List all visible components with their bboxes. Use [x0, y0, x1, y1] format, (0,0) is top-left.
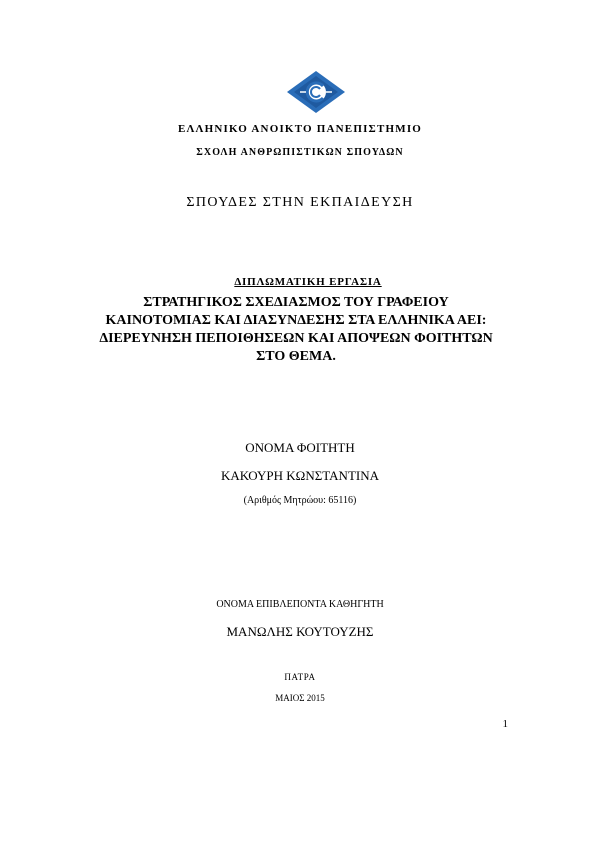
city: ΠΑΤΡΑ	[284, 672, 316, 682]
page-number: 1	[502, 718, 508, 730]
school-name: ΣΧΟΛΗ ΑΝΘΡΩΠΙΣΤΙΚΩΝ ΣΠΟΥΔΩΝ	[196, 147, 404, 158]
university-logo-icon	[286, 70, 346, 114]
student-heading: ΟΝΟΜΑ ΦΟΙΤΗΤΗ	[245, 440, 355, 455]
program-name: ΣΠΟΥΔΕΣ ΣΤΗΝ ΕΚΠΑΙΔΕΥΣΗ	[186, 195, 414, 210]
thesis-type-heading: ΔΙΠΛΩΜΑΤΙΚΗ ΕΡΓΑΣΙΑ	[234, 276, 382, 288]
thesis-title-line: ΔΙΕΡΕΥΝΗΣΗ ΠΕΠΟΙΘΗΣΕΩΝ ΚΑΙ ΑΠΟΨΕΩΝ ΦΟΙΤΗΤΩΝ	[99, 331, 493, 346]
thesis-title-line: ΣΤΡΑΤΗΓΙΚΟΣ ΣΧΕΔΙΑΣΜΟΣ ΤΟΥ ΓΡΑΦΕΙΟΥ	[143, 295, 449, 310]
supervisor-heading: ΟΝΟΜΑ ΕΠΙΒΛΕΠΟΝΤΑ ΚΑΘΗΓΗΤΗ	[216, 599, 384, 610]
thesis-title-line: ΣΤΟ ΘΕΜΑ.	[256, 349, 336, 364]
supervisor-name: ΜΑΝΩΛΗΣ ΚΟΥΤΟΥΖΗΣ	[226, 624, 374, 639]
thesis-title	[0, 294, 596, 366]
thesis-title-line: ΚΑΙΝΟΤΟΜΙΑΣ ΚΑΙ ΔΙΑΣΥΝΔΕΣΗΣ ΣΤΑ ΕΛΛΗΝΙΚΑ ΑΕΙ:	[105, 313, 487, 328]
student-name: ΚΑΚΟΥΡΗ ΚΩΝΣΤΑΝΤΙΝΑ	[221, 468, 379, 483]
registration-number: (Αριθμός Μητρώου: 65116)	[243, 495, 357, 506]
date: ΜΑΙΟΣ 2015	[275, 693, 325, 703]
university-name: ΕΛΛΗΝΙΚΟ ΑΝΟΙΚΤΟ ΠΑΝΕΠΙΣΤΗΜΙΟ	[177, 123, 423, 135]
